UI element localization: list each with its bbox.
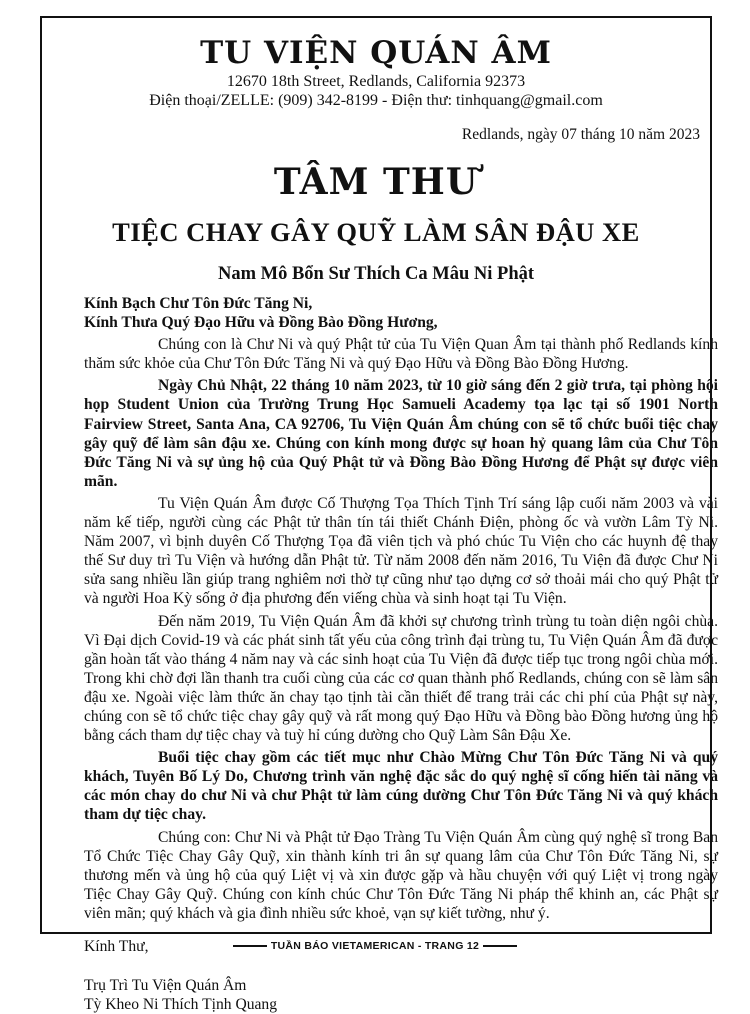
paragraph: Chúng con là Chư Ni và quý Phật tử của Tu Viện Quan Âm tại thành phố Redlands kính thăm sức khỏe của Chư Tôn Đức Tăng Ni và quý Đạo Hữu và Đồng Bào Đồng Hương. [84, 336, 718, 373]
letter-date: Redlands, ngày 07 tháng 10 năm 2023 [461, 126, 700, 143]
greeting-line: Kính Bạch Chư Tôn Đức Tăng Ni, [84, 295, 313, 312]
footer-rule [483, 945, 517, 947]
letter-body [84, 294, 718, 1014]
letter-subtitle: TIỆC CHAY GÂY QUỸ LÀM SÂN ĐẬU XE [112, 217, 640, 247]
letter-title: TÂM THƯ [273, 161, 479, 203]
letterhead [42, 34, 710, 110]
footer-rule [233, 945, 267, 947]
organization-address: 12670 18th Street, Redlands, California 92373 [226, 73, 526, 90]
homage-line: Nam Mô Bổn Sư Thích Ca Mâu Ni Phật [217, 264, 535, 284]
paragraph-program: Buổi tiệc chay gồm các tiết mục như Chào Mừng Chư Tôn Đức Tăng Ni và quý khách, Tuyên Bố Lý Do, Chương trình văn nghệ đặc sắc do quý nghệ sĩ cống hiến tài năng và các món chay do chư Ni và chư Phật tử làm cúng dường Chư Tôn Đức Tăng Ni và quý khách tham dự tiệc chay. [84, 749, 718, 824]
closing-line: Kính Thư, [84, 938, 149, 955]
page-footer [0, 940, 750, 952]
greeting-line: Kính Thưa Quý Đạo Hữu và Đồng Bào Đồng Hương, [84, 314, 438, 332]
organization-name: TU VIỆN QUÁN ÂM [200, 35, 552, 71]
signature-name: Tỳ Kheo Ni Thích Tịnh Quang [84, 996, 278, 1014]
footer-text: TUẦN BÁO VIETAMERICAN - TRANG 12 [270, 940, 480, 952]
organization-contact: Điện thoại/ZELLE: (909) 342-8199 - Điện thư: tinhquang@gmail.com [149, 92, 603, 109]
paragraph: Chúng con: Chư Ni và Phật tử Đạo Tràng Tu Viện Quán Âm cùng quý nghệ sĩ trong Ban Tổ Chức Tiệc Chay Gây Quỹ, xin thành kính tri ân sự quang lâm của Chư Tôn Đức Tăng Ni, sự thương mến và ủng hộ của quý Liệt vị và xin được gặp và hầu chuyện với quý Liệt vị trong ngày Tiệc Chay Gây Quỹ. Chúng con kính chúc Chư Tôn Đức Tăng Ni pháp thể khinh an, các Phật sự viên mãn; quý khách và gia đình nhiều sức khoẻ, vạn sự kiết tường, như ý. [84, 828, 718, 922]
paragraph-event-details: Ngày Chủ Nhật, 22 tháng 10 năm 2023, từ 10 giờ sáng đến 2 giờ trưa, tại phòng hội họp Student Union của Trường Trung Học Samueli Academy tọa lạc tại số 1901 North Fairview Street, Santa Ana, CA 92706, Tu Viện Quán Âm chúng con sẽ tổ chức buổi tiệc chay gây quỹ để làm sân đậu xe. Chúng con kính mong được sự hoan hỷ quang lâm của Chư Tôn Đức Tăng Ni và sự ủng hộ của Quý Phật tử và Đồng Bào Đồng Hương để Phật sự được viên mãn. [84, 377, 718, 490]
paragraph: Tu Viện Quán Âm được Cố Thượng Tọa Thích Tịnh Trí sáng lập cuối năm 2003 và vài năm kế tiếp, người cùng các Phật tử thân tín tái thiết Chánh Điện, phòng ốc và vườn Lâm Tỳ Ni. Năm 2007, vì bịnh duyên Cố Thượng Tọa đã viên tịch và phó chúc Tu Viện cho các huynh đệ thay thế Sư duy trì Tu Viện và hướng dẫn Phật tử. Từ năm 2008 đến năm 2016, Tu Viện đã được Chư Ni sửa sang nhiều lần giúp trang nghiêm nơi thờ tự cũng như tạo dựng cơ sở thoải mái cho quý Phật tử và người Hoa Kỳ sống ở địa phương đến viếng chùa và sinh hoạt tại Tu Viện. [84, 494, 718, 608]
paragraph: Đến năm 2019, Tu Viện Quán Âm đã khởi sự chương trình trùng tu toàn diện ngôi chùa. Vì Đại dịch Covid-19 và các phát sinh tất yếu của công trình đại trùng tu, Tu Viện Quán Âm đã được gần hoàn tất vào tháng 4 năm nay và các sinh hoạt của Tu Viện đã được tiếp tục trong ngôi chùa mới. Trong khi chờ đợi lần thanh tra cuối cùng của các cơ quan thành phố Redlands, chúng con sẽ làm sân đậu xe. Ngoài việc làm thức ăn chay tạo tịnh tài cần thiết để trang trải các chi phí của Phật sự này, chúng con sẽ tổ chức tiệc chay gây quỹ và rất mong quý Đạo Hữu và Đồng bào Đồng hương ủng hộ bằng cách tham dự tiệc chay và tuỳ hỉ cúng dường cho Quỹ Làm Sân Đậu Xe. [84, 612, 718, 745]
signature-line: Trụ Trì Tu Viện Quán Âm [84, 977, 247, 995]
